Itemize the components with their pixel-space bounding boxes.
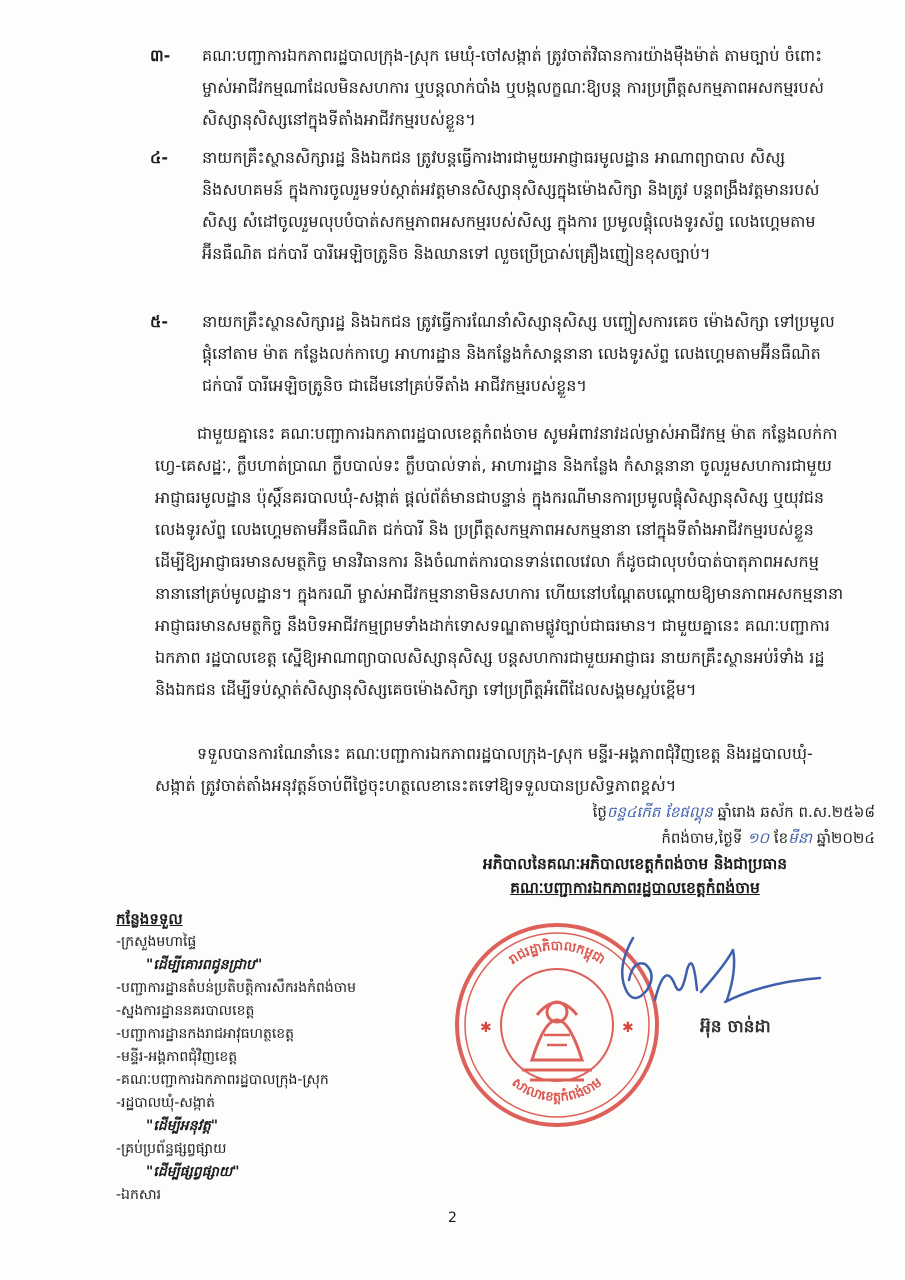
recipient-item: -ស្នងការដ្ឋាននគរបាលខេត្ត <box>116 1003 255 1019</box>
recipient-item: -បញ្ជាការដ្ឋានកងរាជអាវុធហត្ថខេត្ត <box>116 1026 295 1042</box>
list-item-4 <box>150 142 840 302</box>
recipient-item: -បញ្ជាការដ្ឋានតំបន់ប្រតិបត្តិការសឹករងកំពង់ចាម <box>116 980 357 996</box>
seal-star-right: ✱ <box>622 1020 634 1036</box>
seal-top-text: រាជរដ្ឋាភិបាលកម្ពុជា <box>506 938 608 968</box>
item-text: គណៈបញ្ជាការឯកភាពរដ្ឋបាលក្រុង-ស្រុក មេឃុំ-ចៅសង្កាត់ ត្រូវចាត់វិធានការយ៉ាងម៉ឺងម៉ាត់ តាមច្បាប់ ចំពោះម្ចាស់អាជីវកម្មណាដែលមិនសហការ ឬបន្តលាក់បាំង ឬបង្កលក្ខណៈឱ្យបន្ត ការប្រព្រឹត្តសកម្មភាពអសកម្មរបស់សិស្សានុសិស្សនៅក្នុងទីតាំងអាជីវកម្មរបស់ខ្លួន។ <box>202 46 824 129</box>
item-number: ៥- <box>150 312 168 331</box>
solar-date-prefix: កំពង់ចាម,ថ្ងៃទី <box>661 829 743 847</box>
item-text: នាយកគ្រឹះស្ថានសិក្សារដ្ឋ និងឯកជន ត្រូវបន្តធ្វើការងារជាមួយអាជ្ញាធរមូលដ្ឋាន អាណាព្យាបាល សិស្ស និងសហគមន៍ ក្នុងការចូលរួមទប់ស្កាត់អវត្តមានសិស្សានុសិស្សក្នុងម៉ោងសិក្សា និងត្រូវ បន្តពង្រឹងវត្តមានរបស់សិស្ស សំដៅចូលរួមលុបបំបាត់សកម្មភាពអសកម្មរបស់សិស្ស ក្នុងការ ប្រមូលផ្តុំលេងទូរស័ព្ទ លេងហ្គេមតាមអ៊ីនធឺណិត ជក់បារី បារីអេឡិចត្រូនិច និងឈានទៅ លួចប្រើប្រាស់គ្រឿងញៀនខុសច្បាប់។ <box>202 148 820 263</box>
item-number: ៤- <box>150 148 168 167</box>
recipient-item: -រដ្ឋបាលឃុំ-សង្កាត់ <box>116 1095 215 1111</box>
recipient-item: -គណៈបញ្ជាការឯកភាពរដ្ឋបាលក្រុង-ស្រុក <box>116 1072 329 1088</box>
recipient-item: -មន្ទីរ-អង្គភាពជុំវិញខេត្ត <box>116 1049 238 1065</box>
recipient-item: -ក្រសួងមហាផ្ទៃ <box>116 934 197 950</box>
recipients-list <box>116 931 456 1207</box>
seal-star-left: ✱ <box>480 1020 492 1036</box>
lunar-date-prefix: ថ្ងៃ <box>592 803 607 821</box>
solar-year: ឆ្នាំ២០២៤ <box>816 829 875 847</box>
item-text: នាយកគ្រឹះស្ថានសិក្សារដ្ឋ និងឯកជន ត្រូវធ្វើការណែនាំសិស្សានុសិស្ស បញ្ចៀសការគេច ម៉ោងសិក្សា ទៅប្រមូលផ្តុំនៅតាម ម៉ាត កន្លែងលក់កាហ្វេ អាហារដ្ឋាន និងកន្លែងកំសាន្តនានា លេងទូរស័ព្ទ លេងហ្គេមតាមអ៊ីនធឺណិត ជក់បារី បារីអេឡិចត្រូនិច ជាដើមនៅគ្រប់ទីតាំង អាជីវកម្មរបស់ខ្លួន។ <box>202 312 835 395</box>
signatory-title-line-1: អភិបាលនៃគណៈអភិបាលខេត្តកំពង់ចាម និងជាប្រធាន <box>482 855 788 873</box>
recipient-item: -ឯកសារ <box>116 1187 162 1203</box>
list-item-5 <box>150 306 840 434</box>
recipient-item: -គ្រប់ប្រព័ន្ធផ្សព្វផ្សាយ <box>116 1141 227 1157</box>
recipient-purpose: "ដើម្បីអនុវត្ត" <box>146 1118 219 1134</box>
signatory-title-line-2: គណៈបញ្ជាការឯកភាពរដ្ឋបាលខេត្តកំពង់ចាម <box>510 879 760 897</box>
recipient-purpose: "ដើម្បីគោរពជូនជ្រាប" <box>146 957 263 973</box>
recipients-block <box>116 908 456 1207</box>
lunar-date-handwritten: ចន្ទ៤កើត ខែផល្គុន <box>606 803 713 821</box>
signatory-block <box>395 852 875 900</box>
signatory-name: អ៊ុន ចាន់ដា <box>700 1017 771 1037</box>
solar-day-handwritten: ១០ <box>747 829 770 847</box>
list-item-3 <box>150 40 840 136</box>
handwritten-signature <box>605 930 825 1020</box>
solar-month-handwritten: មីនា <box>788 829 812 847</box>
lunar-date-suffix: ឆ្នាំរោង ឆស័ក ព.ស.២៥៦៨ <box>717 803 875 821</box>
body-paragraph-2: ទទួលបានការណែនាំនេះ គណៈបញ្ជាការឯកភាពរដ្ឋបាលក្រុង-ស្រុក មន្ទីរ-អង្គភាពជុំវិញខេត្ត និងរដ្ឋបាលឃុំ-សង្កាត់ ត្រូវចាត់តាំងអនុវត្តន៍ចាប់ពីថ្ងៃចុះហត្ថលេខានេះតទៅឱ្យទទួលបានប្រសិទ្ធភាពខ្ពស់។ <box>155 744 813 795</box>
solar-month-label: ខែ <box>773 829 789 847</box>
recipient-purpose: "ដើម្បីផ្សព្វផ្សាយ" <box>146 1164 240 1180</box>
solar-date <box>395 826 875 850</box>
seal-bottom-text: សាលាខេត្តកំពង់ចាម <box>508 1075 605 1106</box>
page-number: 2 <box>448 1210 457 1226</box>
recipients-heading: កន្លែងទទួល <box>116 910 183 928</box>
item-number: ៣- <box>150 46 171 65</box>
lunar-date <box>395 800 875 824</box>
body-paragraph-1: ជាមួយគ្នានេះ គណៈបញ្ជាការឯកភាពរដ្ឋបាលខេត្តកំពង់ចាម សូមអំពាវនាវដល់ម្ចាស់អាជីវកម្ម ម៉ាត កន្លែងលក់កាហ្វេ-គេសដ្ឋៈ, ក្លឹបហាត់ប្រាណ ក្លឹបបាល់ទះ ក្លឹបបាល់ទាត់, អាហារដ្ឋាន និងកន្លែង កំសាន្តនានា ចូលរួមសហការជាមួយអាជ្ញាធរមូលដ្ឋាន ប៉ុស្តិ៍នគរបាលឃុំ-សង្កាត់ ផ្តល់ព័ត៌មានជាបន្ទាន់ ក្នុងករណីមានការប្រមូលផ្តុំសិស្សានុសិស្ស ឬយុវជន លេងទូរស័ព្ទ លេងហ្គេមតាមអ៊ីនធឺណិត ជក់បារី និង ប្រព្រឹត្តសកម្មភាពអសកម្មនានា នៅក្នុងទីតាំងអាជីវកម្មរបស់ខ្លួន ដើម្បីឱ្យអាជ្ញាធរមានសមត្ថកិច្ច មានវិធានការ និងចំណាត់ការបានទាន់ពេលវេលា ក៏ដូចជាលុបបំបាត់បាតុភាពអសកម្មនានានៅគ្រប់មូលដ្ឋាន។ ក្នុងករណី ម្ចាស់អាជីវកម្មនានាមិនសហការ ហើយនៅបណ្តែតបណ្តោយឱ្យមានភាពអសកម្មនានា អាជ្ញាធរមានសមត្ថកិច្ច នឹងបិទអាជីវកម្មព្រមទាំងដាក់ទោសទណ្ឌតាមផ្លូវច្បាប់ជាធរមាន។ ជាមួយគ្នានេះ គណៈបញ្ជាការឯកភាព រដ្ឋបាលខេត្ត ស្នើឱ្យអាណាព្យាបាលសិស្សានុសិស្ស បន្តសហការជាមួយអាជ្ញាធរ នាយកគ្រឹះស្ថានអប់រំទាំង រដ្ឋ និងឯកជន ដើម្បីទប់ស្កាត់សិស្សានុសិស្សគេចម៉ោងសិក្សា ទៅប្រព្រឹត្តអំពើដែលសង្គមស្អប់ខ្ពើម។ <box>155 424 844 699</box>
